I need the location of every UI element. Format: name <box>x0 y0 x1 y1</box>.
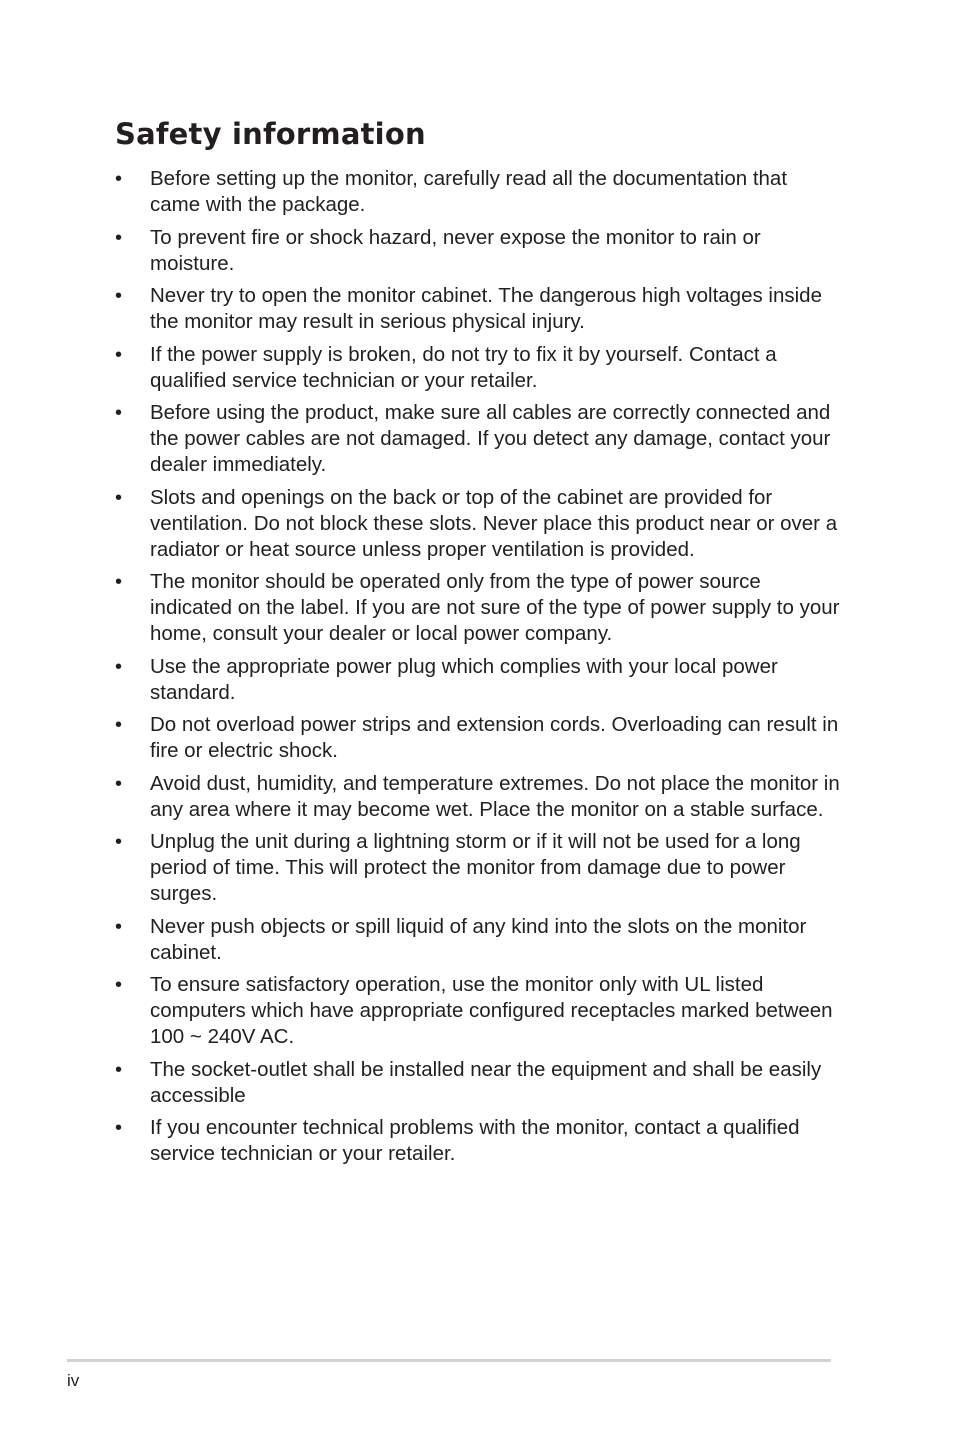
bullet-text: Avoid dust, humidity, and temperature extremes. Do not place the monitor in any area where it may become wet. Place the monitor on a stable surface. <box>150 771 840 821</box>
bullet-item <box>115 654 840 706</box>
bullet-text: Use the appropriate power plug which complies with your local power standard. <box>150 654 778 704</box>
bullet-text: The monitor should be operated only from the type of power source indicated on the label. If you are not sure of the type of power supply to your home, consult your dealer or local power company. <box>150 570 840 645</box>
bullet-text: Unplug the unit during a lightning storm or if it will not be used for a long period of time. This will protect the monitor from damage due to power surges. <box>150 830 801 905</box>
bullet-item <box>115 485 840 563</box>
bullet-text: The socket-outlet shall be installed near the equipment and shall be easily accessible <box>150 1057 822 1107</box>
bullet-item <box>115 400 840 478</box>
page-title: Safety information <box>115 117 426 151</box>
bullet-item <box>115 225 840 277</box>
bullet-item <box>115 972 840 1050</box>
bullet-item <box>115 283 840 335</box>
bullet-dot-icon: • <box>115 655 123 678</box>
bullet-text: If you encounter technical problems with the monitor, contact a qualified service technician or your retailer. <box>150 1116 800 1165</box>
bullet-item <box>115 1057 840 1109</box>
bullet-dot-icon: • <box>115 974 123 996</box>
bullet-item <box>115 914 840 966</box>
bullet-dot-icon: • <box>115 402 123 424</box>
bullet-item <box>115 166 840 218</box>
bullet-item <box>115 829 840 907</box>
bullet-text: If the power supply is broken, do not try to fix it by yourself. Contact a qualified service technician or your retailer. <box>150 342 777 392</box>
bullet-text: Before setting up the monitor, carefully read all the documentation that came with the package. <box>150 167 788 216</box>
bullet-dot-icon: • <box>115 831 123 853</box>
bullet-item <box>115 771 840 823</box>
bullet-item <box>115 712 840 764</box>
bullet-item <box>115 342 840 394</box>
bullet-dot-icon: • <box>115 571 123 593</box>
bullet-text: Do not overload power strips and extension cords. Overloading can result in fire or electric shock. <box>150 713 839 762</box>
bullet-text: Before using the product, make sure all cables are correctly connected and the power cables are not damaged. If you detect any damage, contact your dealer immediately. <box>150 401 831 476</box>
bullet-dot-icon: • <box>115 714 123 736</box>
bullet-dot-icon: • <box>115 772 123 795</box>
bullet-text: Slots and openings on the back or top of the cabinet are provided for ventilation. Do not block these slots. Never place this product near or over a radiator or heat source unless proper ventilation is provided. <box>150 485 838 561</box>
safety-bullet-list <box>115 166 840 1174</box>
bullet-dot-icon: • <box>115 168 123 190</box>
bullet-text: Never push objects or spill liquid of any kind into the slots on the monitor cabinet. <box>150 914 807 964</box>
bullet-item <box>115 1115 840 1167</box>
bullet-dot-icon: • <box>115 1117 123 1139</box>
bullet-text: Never try to open the monitor cabinet. The dangerous high voltages inside the monitor may result in serious physical injury. <box>150 284 822 333</box>
bullet-dot-icon: • <box>115 486 123 509</box>
footer-divider <box>67 1359 831 1362</box>
bullet-dot-icon: • <box>115 915 123 938</box>
bullet-dot-icon: • <box>115 343 123 366</box>
bullet-dot-icon: • <box>115 1058 123 1081</box>
page-number: iv <box>67 1371 80 1390</box>
bullet-text: To ensure satisfactory operation, use the monitor only with UL listed computers which have appropriate configured receptacles marked between 100 ~ 240V AC. <box>150 973 833 1048</box>
bullet-dot-icon: • <box>115 226 123 249</box>
bullet-dot-icon: • <box>115 285 123 307</box>
bullet-text: To prevent fire or shock hazard, never expose the monitor to rain or moisture. <box>150 225 761 275</box>
bullet-item <box>115 569 840 647</box>
